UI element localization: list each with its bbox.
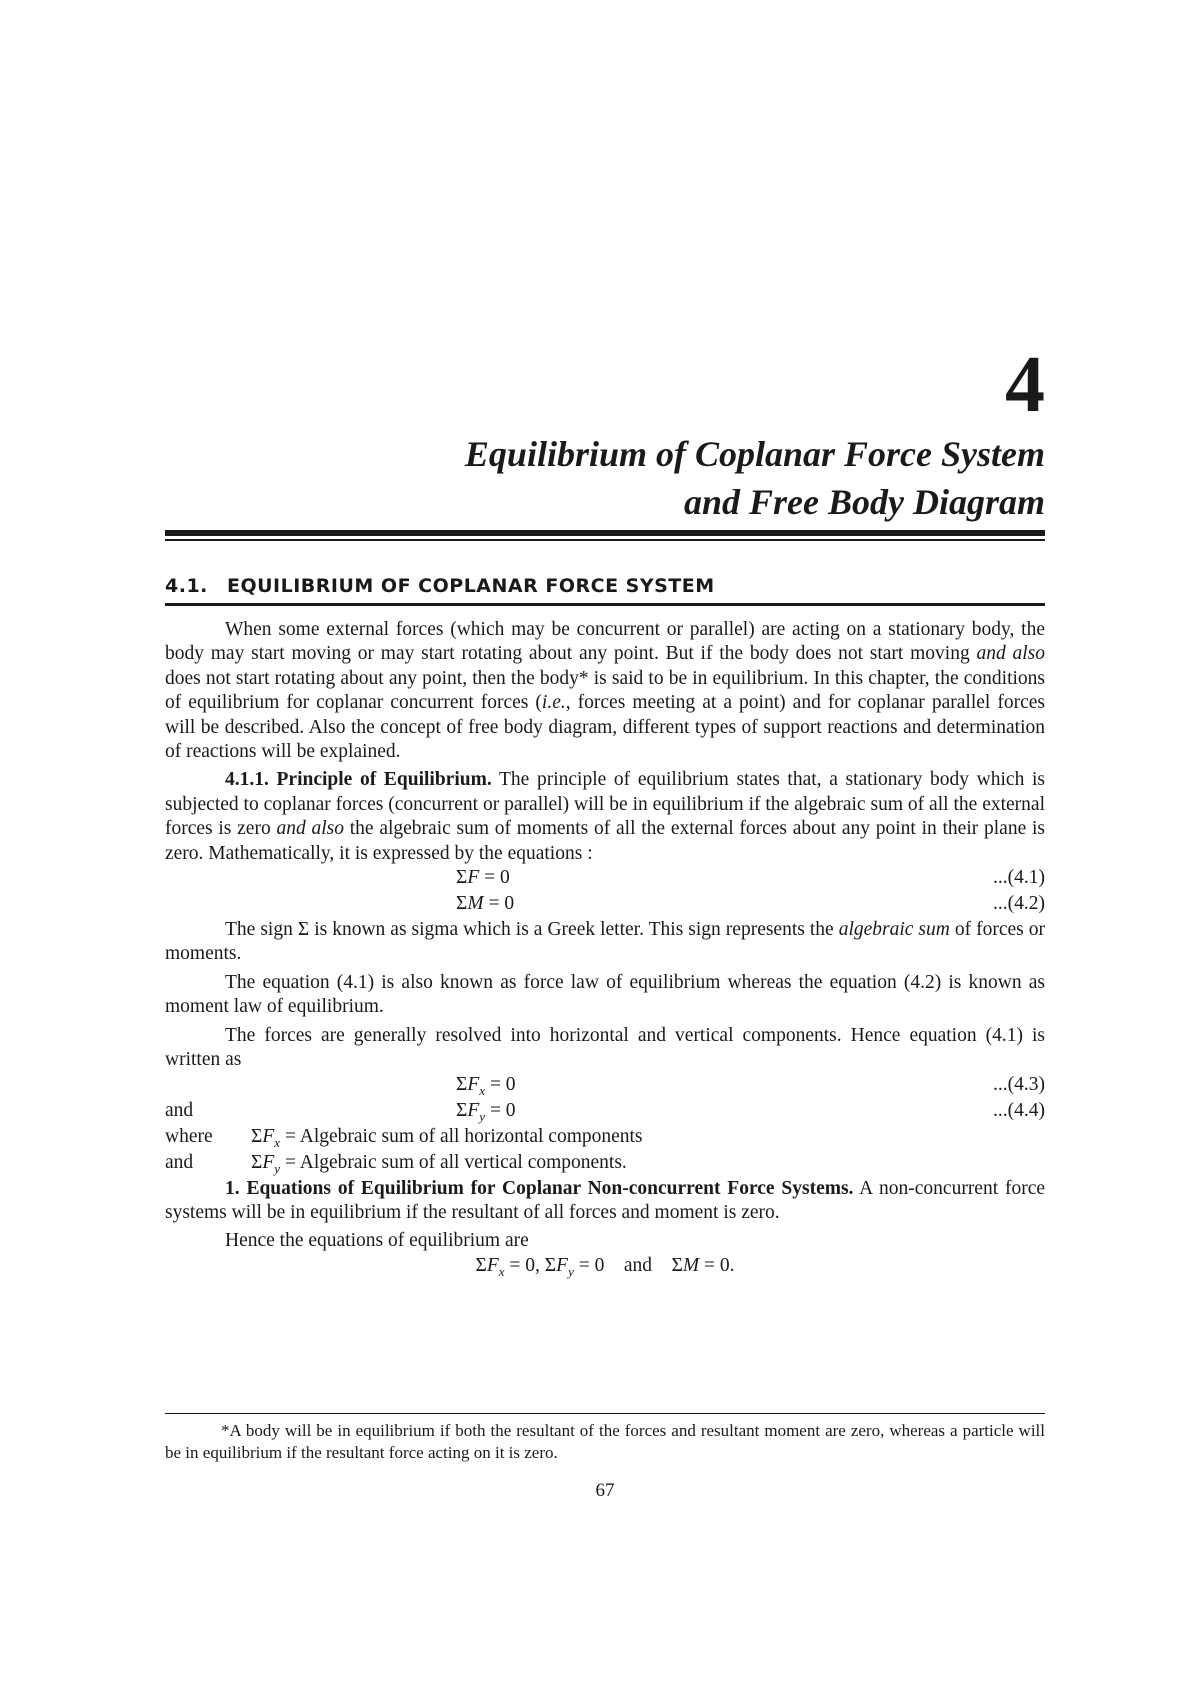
chapter-number: 4: [1005, 341, 1045, 429]
hence-paragraph: Hence the equations of equilibrium are: [225, 1230, 529, 1252]
chapter-title-line2: and Free Body Diagram: [683, 482, 1045, 522]
section-title: EQUILIBRIUM OF COPLANAR FORCE SYSTEM: [227, 575, 715, 597]
nonconcurrent-heading: 1. Equations of Equilibrium for Coplanar Non-concurrent Force Systems.: [225, 1177, 854, 1199]
equation-4-4: and $\Sigma F_y = 0$ ...(4.4): [165, 1099, 1045, 1124]
page-number: 67: [595, 1480, 615, 1501]
chapter-title-line1: Equilibrium of Coplanar Force System: [464, 434, 1045, 474]
equation-4-2: ΣM = 0 ...(4.2): [165, 892, 1045, 918]
body-text: [165, 618, 1045, 1280]
resolve-paragraph: The forces are generally resolved into horizontal and vertical components. Hence equation (4.1) is written as: [165, 1024, 1045, 1071]
final-equations: $\Sigma F_x = 0$, $\Sigma F_y = 0$ and ΣM = 0.: [475, 1254, 735, 1279]
section-number: 4.1.: [165, 575, 208, 597]
nonconcurrent-paragraph: 1. Equations of Equilibrium for Coplanar Non-concurrent Force Systems. A non-concurrent force systems will be in equilibrium if the resultant of all forces and moment is zero.: [165, 1177, 1046, 1223]
chapter-rule-thick: [165, 530, 1045, 536]
equation-ref: ...(4.3): [993, 1073, 1045, 1095]
definition-fy: and $\Sigma F_y$ = Algebraic sum of all vertical components.: [165, 1151, 627, 1176]
book-page: [165, 0, 1045, 1698]
equation-4-3: $\Sigma F_x = 0$ ...(4.3): [456, 1073, 1045, 1098]
principle-paragraph: 4.1.1. Principle of Equilibrium. The principle of equilibrium states that, a stationary body which is subjected to coplanar forces (concurrent or parallel) will be in equilibrium if the algebraic sum of all the external forces is zero and also the algebraic sum of moments of all the external forces about any point in their plane is zero. Mathematically, it is expressed by the equations :: [165, 769, 1045, 864]
sigma-paragraph: The sign Σ is known as sigma which is a Greek letter. This sign represents the algebraic sum of forces or moments.: [165, 919, 1046, 965]
equation-4-1: ΣF = 0 ...(4.1): [165, 866, 1045, 892]
equation-ref: ...(4.1): [993, 867, 1045, 889]
intro-paragraph: When some external forces (which may be concurrent or parallel) are acting on a stationary body, the body may start moving or may start rotating about any point. But if the body does not start moving and also does not start rotating about any point, then the body* is said to be in equilibrium. In this chapter, the conditions of equilibrium for coplanar concurrent forces (i.e., forces meeting at a point) and for coplanar parallel forces will be described. Also the concept of free body diagram, different types of support reactions and determination of reactions will be explained.: [165, 619, 1045, 763]
principle-heading: 4.1.1. Principle of Equilibrium.: [225, 769, 492, 791]
chapter-rule-thin: [165, 539, 1045, 541]
law-paragraph: The equation (4.1) is also known as force law of equilibrium whereas the equation (4.2) is known as moment law of equilibrium.: [165, 971, 1045, 1018]
section-heading: [165, 575, 1045, 597]
definition-fx: where $\Sigma F_x$ = Algebraic sum of all horizontal components: [165, 1125, 643, 1150]
footnote-rule: [165, 1413, 1045, 1414]
footnote: *A body will be in equilibrium if both the resultant of the forces and resultant moment are zero, whereas a particle will be in equilibrium if the resultant force acting on it is zero.: [165, 1421, 1045, 1462]
section-rule: [165, 603, 1045, 606]
chapter-title: [465, 430, 1045, 526]
equation-ref: ...(4.4): [993, 1099, 1045, 1121]
equation-ref: ...(4.2): [993, 893, 1045, 915]
